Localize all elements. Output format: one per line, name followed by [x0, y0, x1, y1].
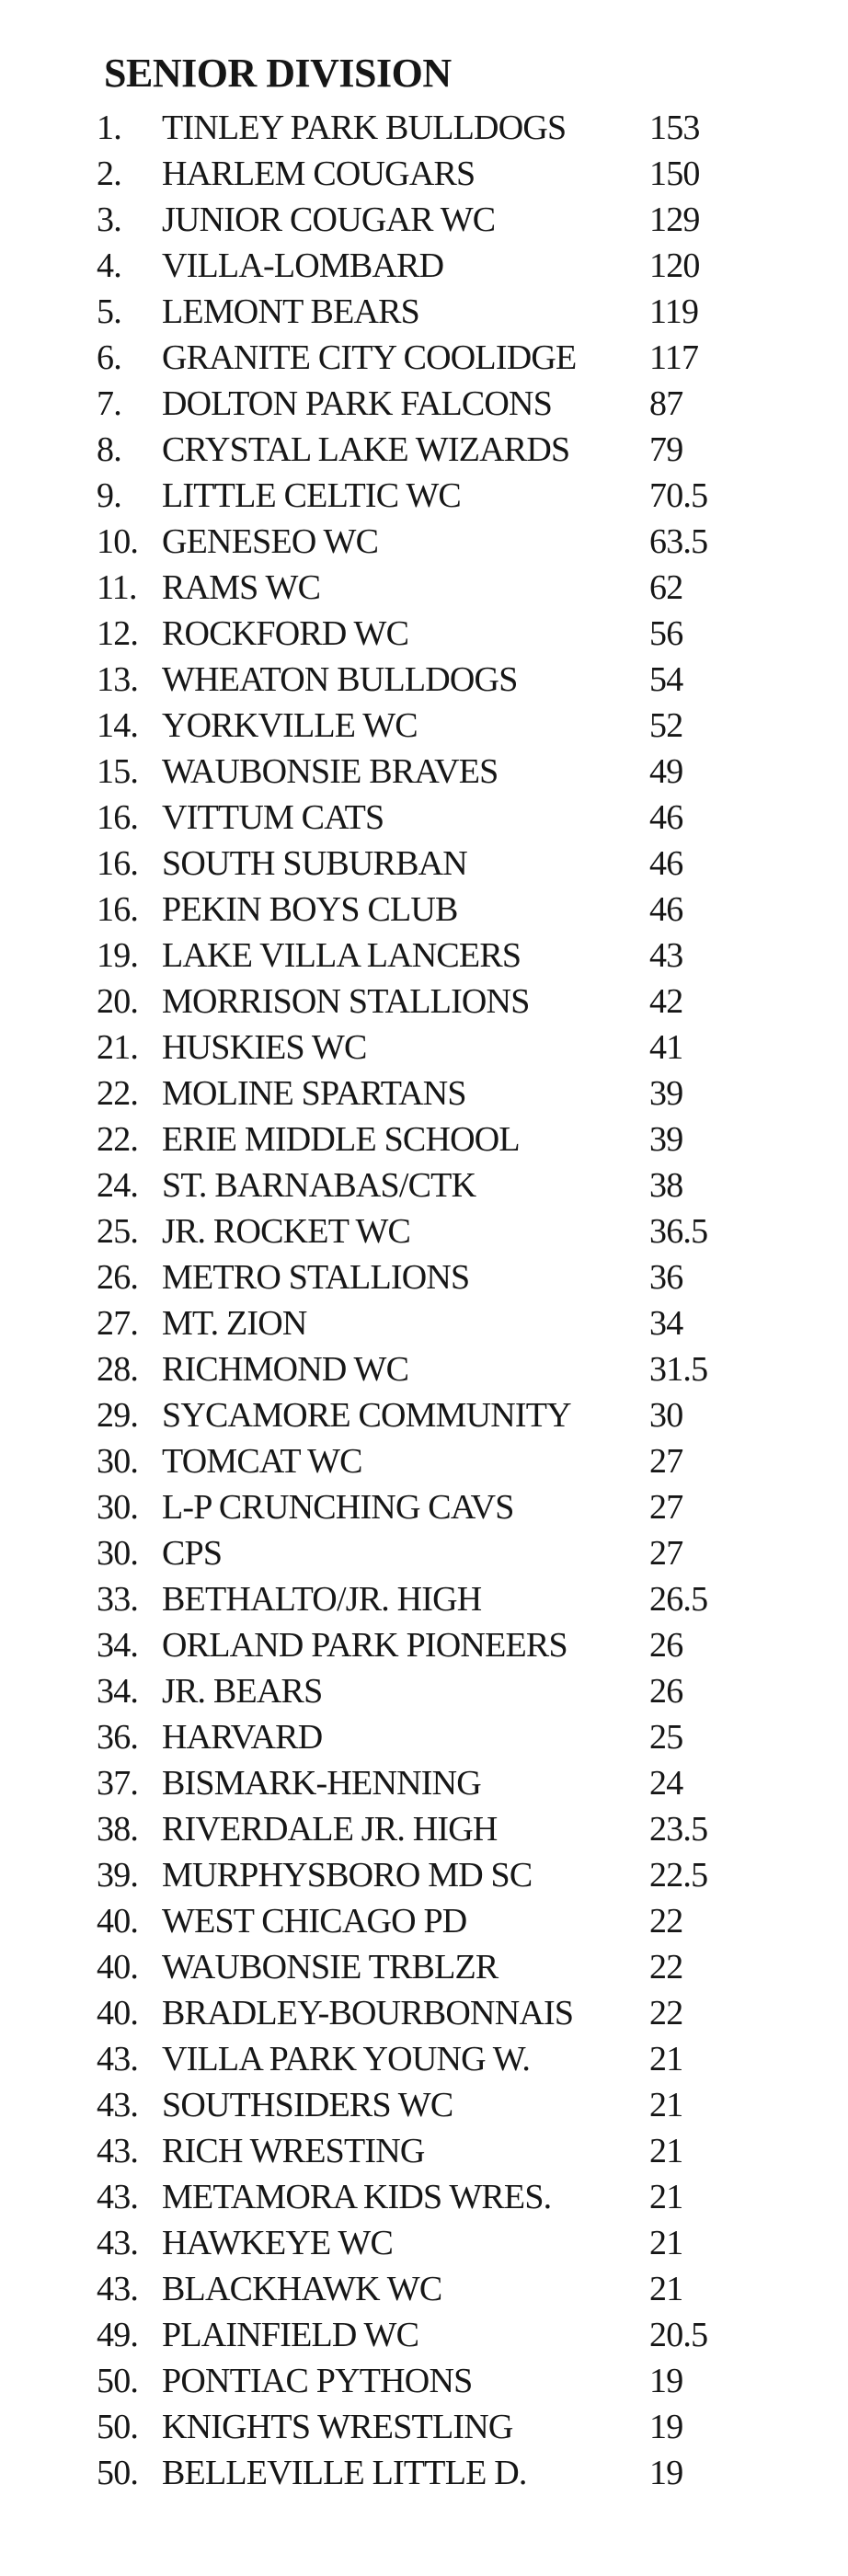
standing-team: TINLEY PARK BULLDOGS — [162, 109, 567, 147]
standing-team: LAKE VILLA LANCERS — [162, 936, 521, 975]
standing-row — [0, 1622, 848, 1668]
standing-score: 43 — [649, 936, 683, 975]
standing-row — [0, 1116, 848, 1162]
standing-score: 129 — [649, 200, 700, 239]
standing-rank: 36. — [97, 1718, 139, 1757]
standing-rank: 14. — [97, 706, 139, 745]
standing-team: METRO STALLIONS — [162, 1258, 470, 1297]
standing-team: WHEATON BULLDOGS — [162, 660, 518, 699]
standing-team: DOLTON PARK FALCONS — [162, 384, 553, 423]
standing-team: L-P CRUNCHING CAVS — [162, 1488, 514, 1527]
standing-team: BLACKHAWK WC — [162, 2270, 442, 2308]
standing-row — [0, 1806, 848, 1852]
standing-row — [0, 933, 848, 979]
standing-row — [0, 703, 848, 749]
standing-rank: 10. — [97, 522, 139, 561]
standing-row — [0, 1208, 848, 1254]
standing-score: 20.5 — [649, 2316, 708, 2354]
standing-team: RICH WRESTING — [162, 2132, 425, 2170]
standing-row — [0, 657, 848, 703]
standing-team: CRYSTAL LAKE WIZARDS — [162, 430, 570, 469]
standing-team: BISMARK-HENNING — [162, 1764, 481, 1803]
standing-score: 22 — [649, 1994, 683, 2032]
standing-row — [0, 565, 848, 611]
standing-score: 19 — [649, 2362, 683, 2400]
standing-row — [0, 197, 848, 243]
standing-row — [0, 1438, 848, 1484]
standing-rank: 16. — [97, 798, 139, 837]
standing-rank: 30. — [97, 1534, 139, 1573]
standing-team: HUSKIES WC — [162, 1028, 367, 1067]
standing-row — [0, 979, 848, 1025]
standing-rank: 19. — [97, 936, 139, 975]
standing-score: 56 — [649, 614, 683, 653]
standing-team: LEMONT BEARS — [162, 292, 420, 331]
standing-score: 34 — [649, 1304, 683, 1343]
standing-rank: 50. — [97, 2454, 139, 2492]
standing-score: 26 — [649, 1672, 683, 1711]
standing-row — [0, 289, 848, 335]
standing-team: RIVERDALE JR. HIGH — [162, 1810, 498, 1849]
standing-score: 21 — [649, 2270, 683, 2308]
standing-team: HARVARD — [162, 1718, 323, 1757]
standing-rank: 6. — [97, 338, 121, 377]
standing-rank: 28. — [97, 1350, 139, 1389]
standing-score: 36.5 — [649, 1212, 708, 1251]
standing-row — [0, 105, 848, 151]
standing-rank: 37. — [97, 1764, 139, 1803]
standing-team: WAUBONSIE TRBLZR — [162, 1948, 498, 1986]
standing-score: 150 — [649, 155, 700, 193]
standing-score: 117 — [649, 338, 699, 377]
standing-score: 27 — [649, 1442, 683, 1481]
standing-rank: 30. — [97, 1442, 139, 1481]
standing-score: 46 — [649, 890, 683, 929]
standing-score: 22 — [649, 1902, 683, 1941]
standing-rank: 27. — [97, 1304, 139, 1343]
standing-row — [0, 1898, 848, 1944]
standing-row — [0, 1025, 848, 1070]
standing-rank: 15. — [97, 752, 139, 791]
standing-row — [0, 749, 848, 795]
standing-rank: 43. — [97, 2086, 139, 2124]
standing-score: 120 — [649, 246, 700, 285]
standing-rank: 43. — [97, 2224, 139, 2262]
standing-score: 27 — [649, 1488, 683, 1527]
standing-rank: 22. — [97, 1120, 139, 1159]
standing-score: 39 — [649, 1120, 683, 1159]
standing-rank: 43. — [97, 2040, 139, 2078]
standing-team: PEKIN BOYS CLUB — [162, 890, 458, 929]
standing-row — [0, 1990, 848, 2036]
standing-score: 22 — [649, 1948, 683, 1986]
standing-team: ORLAND PARK PIONEERS — [162, 1626, 567, 1665]
standing-score: 23.5 — [649, 1810, 708, 1849]
standing-rank: 30. — [97, 1488, 139, 1527]
standing-rank: 7. — [97, 384, 121, 423]
standing-row — [0, 2450, 848, 2496]
standing-team: KNIGHTS WRESTLING — [162, 2408, 513, 2446]
standing-team: GENESEO WC — [162, 522, 379, 561]
standing-score: 26.5 — [649, 1580, 708, 1619]
standing-team: BRADLEY-BOURBONNAIS — [162, 1994, 574, 2032]
standing-team: ROCKFORD WC — [162, 614, 409, 653]
standing-row — [0, 1484, 848, 1530]
standing-row — [0, 1852, 848, 1898]
standing-team: METAMORA KIDS WRES. — [162, 2178, 552, 2216]
standing-rank: 49. — [97, 2316, 139, 2354]
standing-team: WAUBONSIE BRAVES — [162, 752, 498, 791]
standing-team: RICHMOND WC — [162, 1350, 409, 1389]
standings-list — [0, 105, 848, 2496]
standing-rank: 5. — [97, 292, 121, 331]
standing-team: PONTIAC PYTHONS — [162, 2362, 473, 2400]
standing-row — [0, 1714, 848, 1760]
standing-team: JR. ROCKET WC — [162, 1212, 411, 1251]
standing-row — [0, 1530, 848, 1576]
standing-rank: 26. — [97, 1258, 139, 1297]
standing-row — [0, 1576, 848, 1622]
standing-score: 21 — [649, 2132, 683, 2170]
standing-row — [0, 519, 848, 565]
standing-rank: 25. — [97, 1212, 139, 1251]
standing-score: 41 — [649, 1028, 683, 1067]
standing-rank: 33. — [97, 1580, 139, 1619]
standing-row — [0, 151, 848, 197]
standing-rank: 40. — [97, 1994, 139, 2032]
standing-score: 87 — [649, 384, 683, 423]
standing-row — [0, 2358, 848, 2404]
standing-row — [0, 2082, 848, 2128]
standing-rank: 29. — [97, 1396, 139, 1435]
standing-score: 79 — [649, 430, 683, 469]
standing-row — [0, 473, 848, 519]
standing-rank: 21. — [97, 1028, 139, 1067]
standing-team: ST. BARNABAS/CTK — [162, 1166, 476, 1205]
standing-score: 70.5 — [649, 476, 708, 515]
standing-score: 19 — [649, 2408, 683, 2446]
standing-row — [0, 2220, 848, 2266]
standing-team: VILLA PARK YOUNG W. — [162, 2040, 531, 2078]
standing-score: 19 — [649, 2454, 683, 2492]
standing-score: 42 — [649, 982, 683, 1021]
standing-rank: 40. — [97, 1948, 139, 1986]
standing-team: SOUTHSIDERS WC — [162, 2086, 453, 2124]
standing-row — [0, 2404, 848, 2450]
standing-rank: 16. — [97, 844, 139, 883]
standing-team: HAWKEYE WC — [162, 2224, 394, 2262]
standing-score: 21 — [649, 2178, 683, 2216]
standing-score: 21 — [649, 2040, 683, 2078]
standing-row — [0, 1162, 848, 1208]
standing-score: 26 — [649, 1626, 683, 1665]
standing-row — [0, 1944, 848, 1990]
standing-rank: 50. — [97, 2408, 139, 2446]
standing-score: 52 — [649, 706, 683, 745]
standing-row — [0, 795, 848, 841]
standing-rank: 40. — [97, 1902, 139, 1941]
standing-score: 36 — [649, 1258, 683, 1297]
standing-team: MORRISON STALLIONS — [162, 982, 530, 1021]
standing-score: 22.5 — [649, 1856, 708, 1895]
standing-team: MURPHYSBORO MD SC — [162, 1856, 533, 1895]
standing-rank: 11. — [97, 568, 137, 607]
standing-rank: 34. — [97, 1626, 139, 1665]
standing-row — [0, 841, 848, 887]
standing-rank: 2. — [97, 155, 121, 193]
standing-rank: 20. — [97, 982, 139, 1021]
standing-team: HARLEM COUGARS — [162, 155, 476, 193]
standing-rank: 50. — [97, 2362, 139, 2400]
standing-rank: 13. — [97, 660, 139, 699]
standing-team: MOLINE SPARTANS — [162, 1074, 466, 1113]
standing-team: RAMS WC — [162, 568, 321, 607]
standing-rank: 9. — [97, 476, 121, 515]
standing-score: 25 — [649, 1718, 683, 1757]
standing-team: GRANITE CITY COOLIDGE — [162, 338, 577, 377]
standing-team: WEST CHICAGO PD — [162, 1902, 467, 1941]
standing-score: 21 — [649, 2086, 683, 2124]
standing-team: BELLEVILLE LITTLE D. — [162, 2454, 527, 2492]
standing-rank: 16. — [97, 890, 139, 929]
standing-score: 46 — [649, 844, 683, 883]
standing-score: 54 — [649, 660, 683, 699]
standing-rank: 8. — [97, 430, 121, 469]
standing-team: VILLA-LOMBARD — [162, 246, 444, 285]
standing-score: 46 — [649, 798, 683, 837]
standing-team: JR. BEARS — [162, 1672, 323, 1711]
standing-row — [0, 1070, 848, 1116]
standing-team: SOUTH SUBURBAN — [162, 844, 467, 883]
standing-rank: 4. — [97, 246, 121, 285]
standing-score: 63.5 — [649, 522, 708, 561]
standing-team: ERIE MIDDLE SCHOOL — [162, 1120, 520, 1159]
standing-rank: 34. — [97, 1672, 139, 1711]
standing-row — [0, 1392, 848, 1438]
standing-team: JUNIOR COUGAR WC — [162, 200, 496, 239]
standing-row — [0, 427, 848, 473]
standing-team: SYCAMORE COMMUNITY — [162, 1396, 571, 1435]
standing-rank: 24. — [97, 1166, 139, 1205]
standing-team: VITTUM CATS — [162, 798, 384, 837]
standing-rank: 3. — [97, 200, 121, 239]
standing-score: 39 — [649, 1074, 683, 1113]
standing-team: CPS — [162, 1534, 223, 1573]
standing-row — [0, 381, 848, 427]
standing-rank: 43. — [97, 2132, 139, 2170]
standing-row — [0, 243, 848, 289]
standing-score: 49 — [649, 752, 683, 791]
standing-row — [0, 2174, 848, 2220]
standing-score: 38 — [649, 1166, 683, 1205]
standing-team: TOMCAT WC — [162, 1442, 362, 1481]
standing-score: 119 — [649, 292, 699, 331]
standing-team: BETHALTO/JR. HIGH — [162, 1580, 482, 1619]
standing-score: 31.5 — [649, 1350, 708, 1389]
standing-row — [0, 1668, 848, 1714]
standing-row — [0, 1760, 848, 1806]
standing-team: LITTLE CELTIC WC — [162, 476, 461, 515]
standing-rank: 43. — [97, 2270, 139, 2308]
standing-rank: 22. — [97, 1074, 139, 1113]
standing-score: 62 — [649, 568, 683, 607]
standing-rank: 39. — [97, 1856, 139, 1895]
standing-team: YORKVILLE WC — [162, 706, 418, 745]
standing-row — [0, 2312, 848, 2358]
division-heading: SENIOR DIVISION — [104, 51, 452, 96]
standing-score: 30 — [649, 1396, 683, 1435]
standing-row — [0, 611, 848, 657]
standing-row — [0, 1254, 848, 1300]
standing-row — [0, 2266, 848, 2312]
standing-row — [0, 1300, 848, 1346]
standing-row — [0, 887, 848, 933]
standing-team: PLAINFIELD WC — [162, 2316, 419, 2354]
standing-row — [0, 2128, 848, 2174]
standing-row — [0, 1346, 848, 1392]
standing-team: MT. ZION — [162, 1304, 307, 1343]
standing-score: 27 — [649, 1534, 683, 1573]
standing-rank: 12. — [97, 614, 139, 653]
standing-row — [0, 335, 848, 381]
standing-rank: 43. — [97, 2178, 139, 2216]
standing-score: 24 — [649, 1764, 683, 1803]
standing-rank: 38. — [97, 1810, 139, 1849]
standing-score: 21 — [649, 2224, 683, 2262]
standing-row — [0, 2036, 848, 2082]
standing-score: 153 — [649, 109, 700, 147]
standing-rank: 1. — [97, 109, 121, 147]
